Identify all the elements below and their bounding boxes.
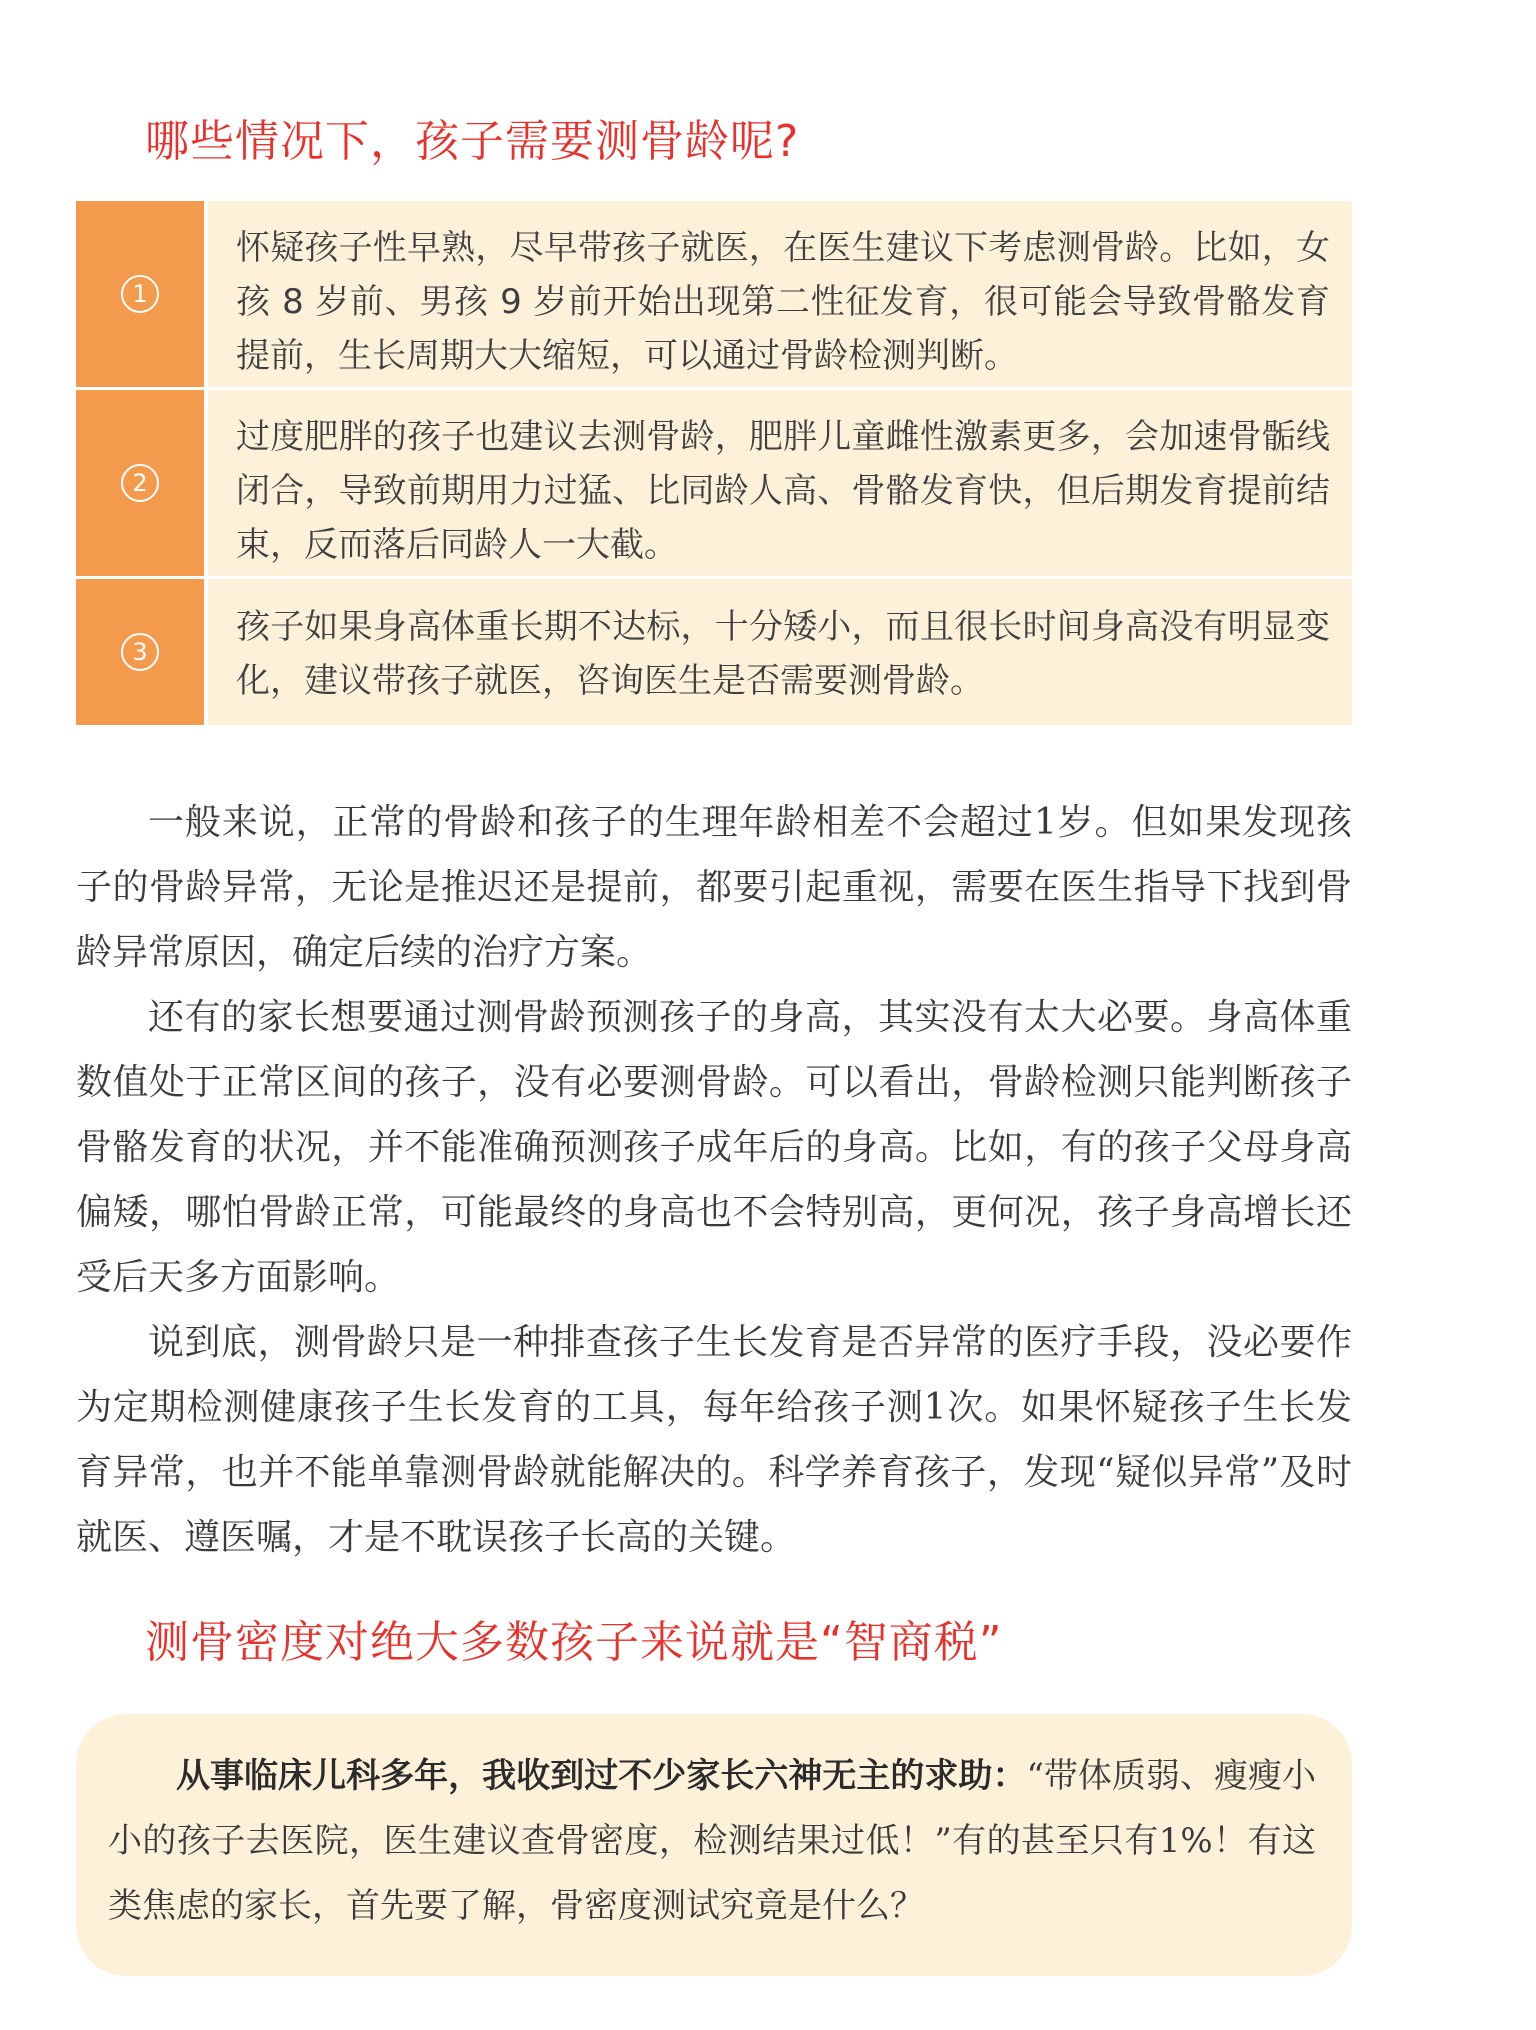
case-number-badge (76, 390, 208, 576)
paragraph: 说到底，测骨龄只是一种排查孩子生长发育是否异常的医疗手段，没必要作为定期检测健康孩子生长发育的工具，每年给孩子测1次。如果怀疑孩子生长发育异常，也并不能单靠测骨龄就能解决的。科学养育孩子，发现“疑似异常”及时就医、遵医嘱，才是不耽误孩子长高的关键。 (76, 1322, 1352, 1558)
case-number-badge (76, 201, 208, 387)
quote-box (76, 1714, 1352, 1976)
section-title: 测骨密度对绝大多数孩子来说就是“智商税” (145, 1617, 1003, 1668)
case-item (76, 201, 1352, 390)
case-item (76, 579, 1352, 725)
paragraph: 一般来说，正常的骨龄和孩子的生理年龄相差不会超过1岁。但如果发现孩子的骨龄异常，无论是推迟还是提前，都要引起重视，需要在医生指导下找到骨龄异常原因，确定后续的治疗方案。 (76, 802, 1352, 973)
case-text: 孩子如果身高体重长期不达标，十分矮小，而且很长时间身高没有明显变化，建议带孩子就医，咨询医生是否需要测骨龄。 (208, 579, 1352, 725)
case-number: 2 (121, 464, 159, 502)
quote-lead: 从事临床儿科多年，我收到过不少家长六神无主的求助： (176, 1756, 1027, 1796)
case-list (76, 201, 1352, 725)
section-title: 哪些情况下，孩子需要测骨龄呢? (145, 116, 800, 167)
case-number-badge (76, 579, 208, 725)
article-body (76, 790, 1352, 1570)
case-number: 3 (121, 633, 159, 671)
quote-paragraph (108, 1744, 1316, 1939)
case-text: 怀疑孩子性早熟，尽早带孩子就医，在医生建议下考虑测骨龄。比如，女孩 8 岁前、男孩 9 岁前开始出现第二性征发育，很可能会导致骨骼发育提前，生长周期大大缩短，可以通过骨龄检测判断。 (208, 201, 1352, 387)
paragraph: 还有的家长想要通过测骨龄预测孩子的身高，其实没有太大必要。身高体重数值处于正常区间的孩子，没有必要测骨龄。可以看出，骨龄检测只能判断孩子骨骼发育的状况，并不能准确预测孩子成年后的身高。比如，有的孩子父母身高偏矮，哪怕骨龄正常，可能最终的身高也不会特别高，更何况，孩子身高增长还受后天多方面影响。 (76, 997, 1352, 1298)
case-number: 1 (121, 275, 159, 313)
quote-text: “带体质弱、瘦瘦小小的孩子去医院，医生建议查骨密度，检测结果过低！”有的甚至只有1%！有这类焦虑的家长，首先要了解，骨密度测试究竟是什么？ (108, 1756, 1316, 1926)
case-item (76, 390, 1352, 579)
case-text: 过度肥胖的孩子也建议去测骨龄，肥胖儿童雌性激素更多，会加速骨骺线闭合，导致前期用力过猛、比同龄人高、骨骼发育快，但后期发育提前结束，反而落后同龄人一大截。 (208, 390, 1352, 576)
